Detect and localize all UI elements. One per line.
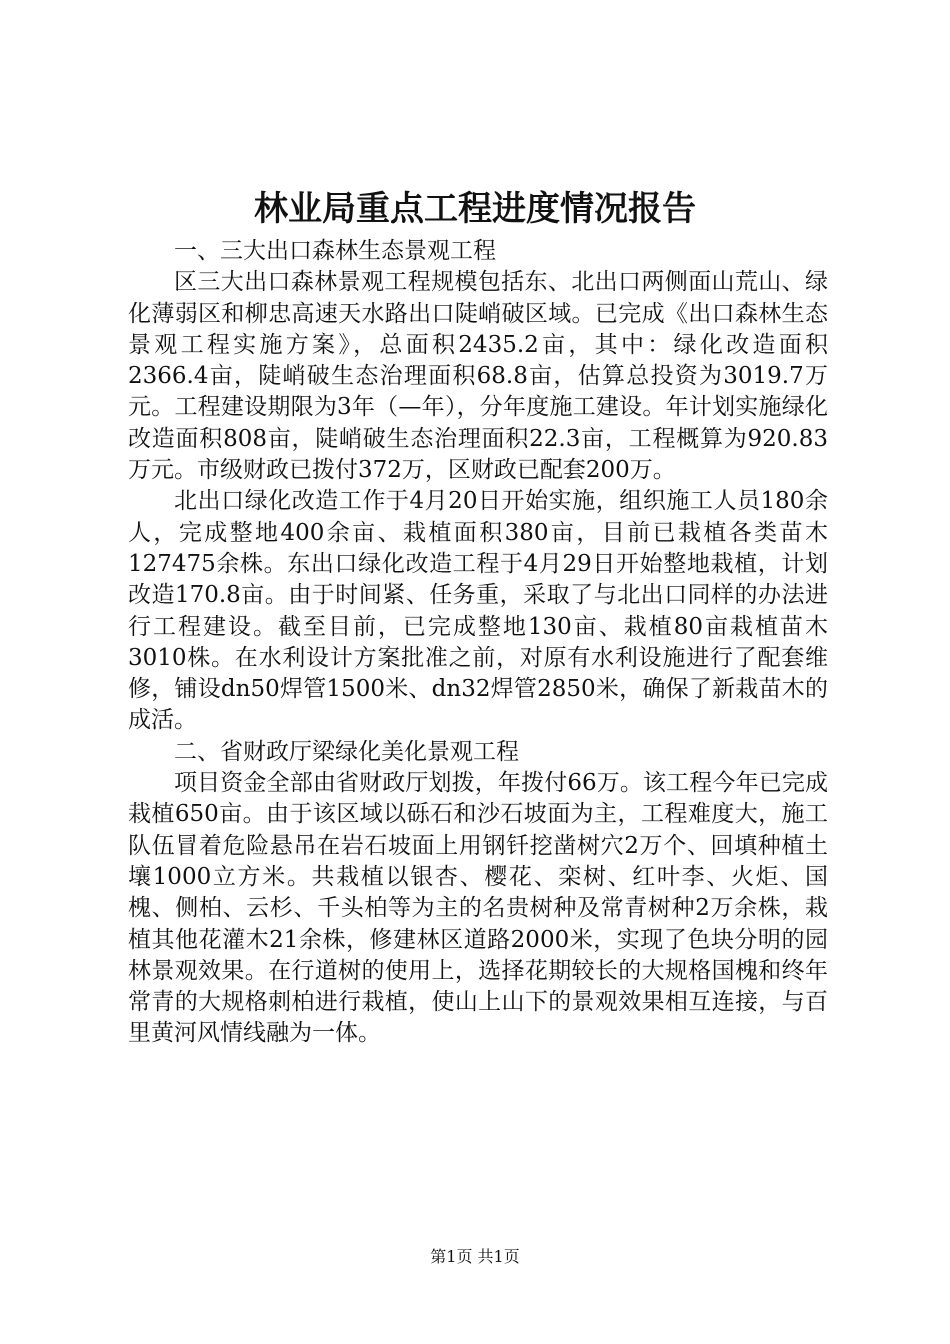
- section-heading-1: 一、三大出口森林生态景观工程: [174, 238, 496, 264]
- body-paragraph-2: 北出口绿化改造工作于4月20日开始实施，组织施工人员180余人，完成整地400余亩、栽植面积380亩，目前已栽植各类苗木127475余株。东出口绿化改造工程于4月29日开始整地栽植，计划改造170.8亩。由于时间紧、任务重，采取了与北出口同样的办法进行工程建设。截至目前，已完成整地130亩、栽植80亩栽植苗木3010株。在水利设计方案批准之前，对原有水利设施进行了配套维修，铺设dn50焊管1500米、dn32焊管2850米，确保了新栽苗木的成活。: [128, 488, 829, 734]
- document-body: [128, 236, 828, 1050]
- document-title: 林业局重点工程进度情况报告: [254, 189, 696, 229]
- page-footer: 第1页 共1页: [430, 1247, 520, 1266]
- section-heading-2: 二、省财政厅梁绿化美化景观工程: [174, 738, 519, 765]
- body-paragraph-3: 项目资金全部由省财政厅划拨，年拨付66万。该工程今年已完成栽植650亩。由于该区域以砾石和沙石坡面为主，工程难度大，施工队伍冒着危险悬吊在岩石坡面上用钢钎挖凿树穴2万个、回填种植土壤1000立方米。共栽植以银杏、樱花、栾树、红叶李、火炬、国槐、侧柏、云杉、千头柏等为主的名贵树种及常青树种2万余株，栽植其他花灌木21余株，修建林区道路2000米，实现了色块分明的园林景观效果。在行道树的使用上，选择花期较长的大规格国槐和终年常青的大规格刺柏进行栽植，使山上山下的景观效果相互连接，与百里黄河风情线融为一体。: [128, 770, 828, 1047]
- body-paragraph-1: 区三大出口森林景观工程规模包括东、北出口两侧面山荒山、绿化薄弱区和柳忠高速天水路出口陡峭破区域。已完成《出口森林生态景观工程实施方案》，总面积2435.2亩，其中：绿化改造面积2366.4亩，陡峭破生态治理面积68.8亩，估算总投资为3019.7万元。工程建设期限为3年（—年），分年度施工建设。年计划实施绿化改造面积808亩，陡峭破生态治理面积22.3亩，工程概算为920.83万元。市级财政已拨付372万，区财政已配套200万。: [128, 269, 828, 484]
